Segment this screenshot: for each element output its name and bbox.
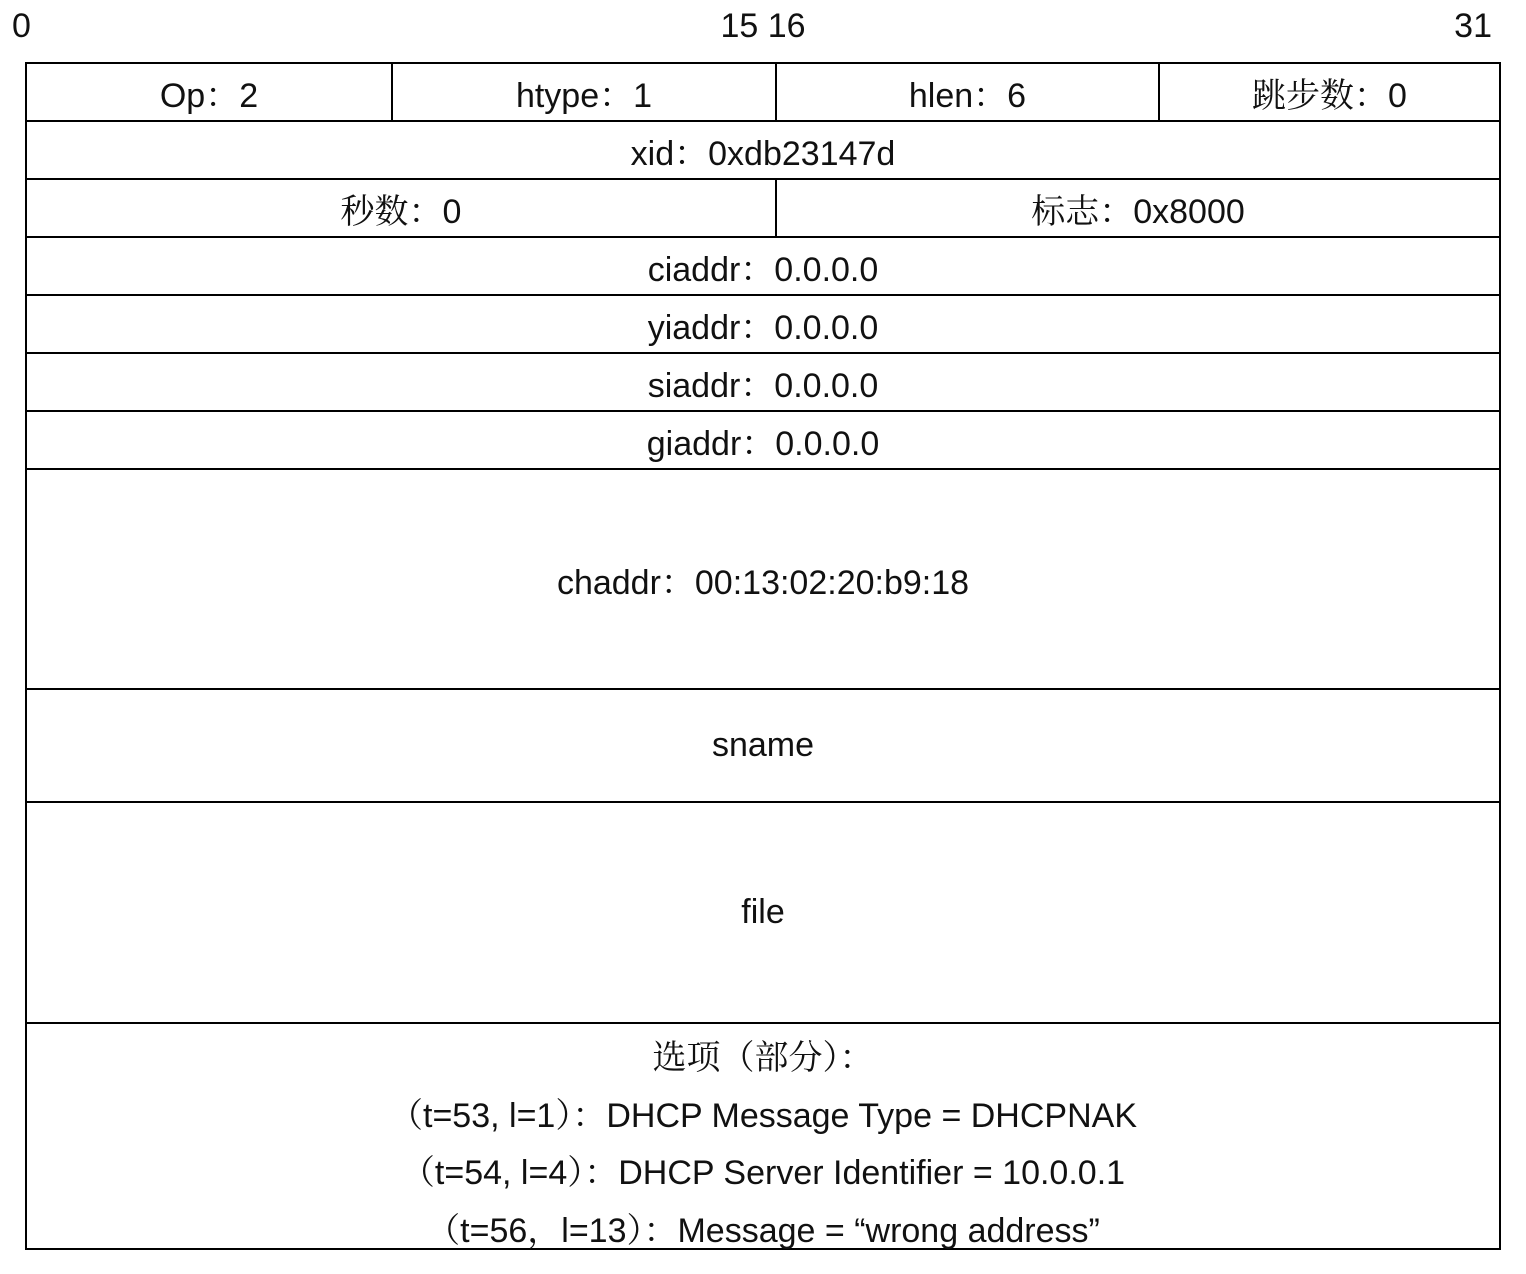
dhcp-packet-diagram <box>25 62 1501 1250</box>
options-heading: 选项（部分）： <box>652 1039 874 1077</box>
row-ciaddr <box>27 238 1499 296</box>
option-item: （t=53, l=1）：DHCP Message Type = DHCPNAK <box>389 1096 1137 1135</box>
field-sname: sname <box>711 726 815 764</box>
row-xid <box>27 122 1499 180</box>
field-ciaddr: ciaddr：0.0.0.0 <box>647 250 879 289</box>
field-flags: 标志：0x8000 <box>775 180 1499 236</box>
row-op-htype-hlen-hops <box>27 64 1499 122</box>
field-hops: 跳步数：0 <box>1158 64 1499 120</box>
field-siaddr: siaddr：0.0.0.0 <box>647 366 879 405</box>
field-secs: 秒数：0 <box>340 192 462 231</box>
option-item: （t=54, l=4）：DHCP Server Identifier = 10.0.0.1 <box>400 1154 1126 1192</box>
field-chaddr: chaddr：00:13:02:20:b9:18 <box>556 563 970 602</box>
field-htype: htype：1 <box>391 64 775 120</box>
field-options <box>27 1024 1499 1250</box>
bit-label-middle: 15 16 <box>720 7 806 45</box>
bit-label-start: 0 <box>12 7 31 45</box>
row-sname <box>27 690 1499 803</box>
row-chaddr <box>27 470 1499 690</box>
field-op: Op：2 <box>159 76 259 115</box>
field-yiaddr: yiaddr：0.0.0.0 <box>647 308 879 347</box>
row-secs-flags <box>27 180 1499 238</box>
row-giaddr <box>27 412 1499 470</box>
field-giaddr: giaddr：0.0.0.0 <box>646 424 880 463</box>
row-siaddr <box>27 354 1499 412</box>
field-hlen: hlen：6 <box>775 64 1158 120</box>
row-file <box>27 803 1499 1024</box>
bit-label-end: 31 <box>1454 7 1492 45</box>
option-item: （t=56，l=13）：Message = “wrong address” <box>426 1211 1100 1250</box>
field-file: file <box>741 893 785 931</box>
row-yiaddr <box>27 296 1499 354</box>
field-xid: xid：0xdb23147d <box>630 134 896 173</box>
